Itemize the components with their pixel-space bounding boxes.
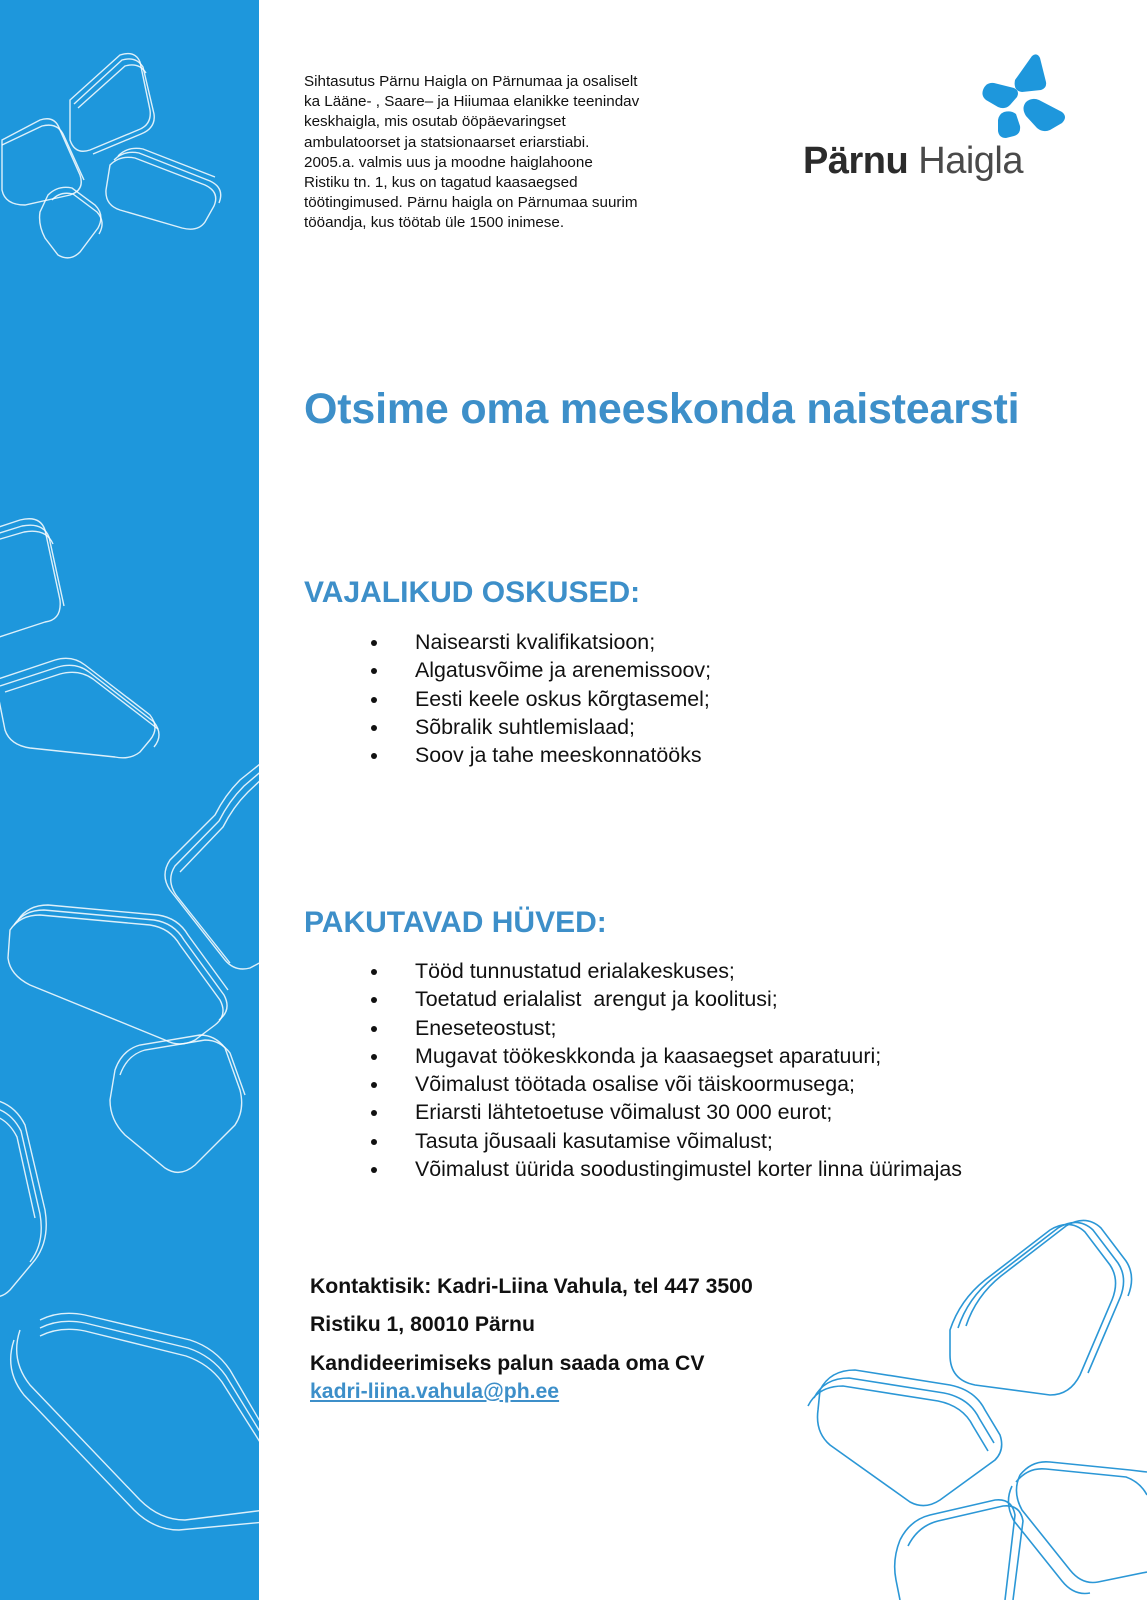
intro-line: tööandja, kus töötab üle 1500 inimese. (304, 214, 565, 232)
benefits-list (366, 957, 962, 1183)
page-headline: Otsime oma meeskonda naistearsti (304, 385, 1020, 433)
list-item (366, 985, 962, 1013)
bullet-icon (371, 697, 377, 703)
contact-person: Kontaktisik: Kadri-Liina Vahula, tel 447 3500 (310, 1275, 753, 1298)
list-item (366, 1070, 962, 1098)
decorative-sidebar (0, 0, 259, 1600)
benefits-title: PAKUTAVAD HÜVED: (304, 906, 607, 939)
intro-line: ka Lääne- , Saare– ja Hiiumaa elanikke teenindav (304, 93, 640, 111)
bullet-icon (371, 1167, 377, 1173)
list-item (366, 1014, 962, 1042)
list-item (366, 713, 711, 741)
intro-line: Sihtasutus Pärnu Haigla on Pärnumaa ja osaliselt (304, 73, 638, 90)
bullet-icon (371, 1082, 377, 1088)
bullet-icon (371, 997, 377, 1003)
parnu-haigla-logo-icon (800, 50, 1100, 150)
list-item (366, 957, 962, 985)
bullet-icon (371, 753, 377, 759)
list-item-text: Naisearsti kvalifikatsioon; (415, 630, 656, 654)
list-item (366, 656, 711, 684)
list-item (366, 1155, 962, 1183)
list-item-text: Eriarsti lähtetoetuse võimalust 30 000 eurot; (415, 1100, 833, 1125)
list-item-text: Eneseteostust; (415, 1015, 557, 1040)
bullet-icon (371, 1054, 377, 1060)
list-item-text: Algatusvõime ja arenemissoov; (415, 658, 712, 683)
list-item (366, 628, 711, 656)
contact-address: Ristiku 1, 80010 Pärnu (310, 1313, 535, 1336)
intro-line: Ristiku tn. 1, kus on tagatud kaasaegsed (304, 174, 578, 192)
clover-decoration-icon (0, 0, 259, 1600)
logo-word-bold: Pärnu (803, 140, 909, 182)
intro-paragraph (304, 72, 704, 234)
list-item-text: Eesti keele oskus kõrgtasemel; (415, 686, 710, 711)
intro-line: ambulatoorset ja statsionaarset eriarstiabi. (304, 133, 590, 151)
bullet-icon (371, 1026, 377, 1032)
list-item (366, 1098, 962, 1126)
list-item-text: Tasuta jõusaali kasutamise võimalust; (415, 1128, 773, 1153)
parnu-haigla-logo (800, 50, 1100, 190)
email-link[interactable]: kadri-liina.vahula@ph.ee (310, 1380, 560, 1403)
intro-line: töötingimused. Pärnu haigla on Pärnumaa suurim (304, 194, 638, 212)
apply-instruction: Kandideerimiseks palun saada oma CV (310, 1352, 705, 1375)
clover-decoration-icon (800, 1210, 1147, 1600)
list-item (366, 1042, 962, 1070)
list-item (366, 1127, 962, 1155)
bullet-icon (371, 969, 377, 975)
bullet-icon (371, 1110, 377, 1116)
skills-list (366, 628, 711, 769)
list-item-text: Võimalust üürida soodustingimustel korter linna üürimajas (415, 1157, 962, 1182)
logo-wordmark (803, 140, 1023, 183)
list-item-text: Mugavat töökeskkonda ja kaasaegset aparatuuri; (415, 1043, 882, 1068)
bullet-icon (371, 640, 377, 646)
bullet-icon (371, 725, 377, 731)
list-item-text: Tööd tunnustatud erialakeskuses; (415, 959, 735, 983)
list-item-text: Sõbralik suhtlemislaad; (415, 714, 635, 739)
bullet-icon (371, 668, 377, 674)
list-item-text: Soov ja tahe meeskonnatööks (415, 743, 702, 768)
bullet-icon (371, 1139, 377, 1145)
logo-word-light: Haigla (918, 140, 1023, 182)
intro-line: keskhaigla, mis osutab ööpäevaringset (304, 113, 566, 131)
list-item (366, 685, 711, 713)
list-item-text: Võimalust töötada osalise või täiskoormusega; (415, 1072, 855, 1097)
list-item (366, 741, 711, 769)
intro-line: 2005.a. valmis uus ja moodne haiglahoone (304, 153, 593, 171)
list-item-text: Toetatud erialalist arengut ja koolitusi; (415, 987, 778, 1012)
skills-title: VAJALIKUD OSKUSED: (304, 576, 641, 609)
